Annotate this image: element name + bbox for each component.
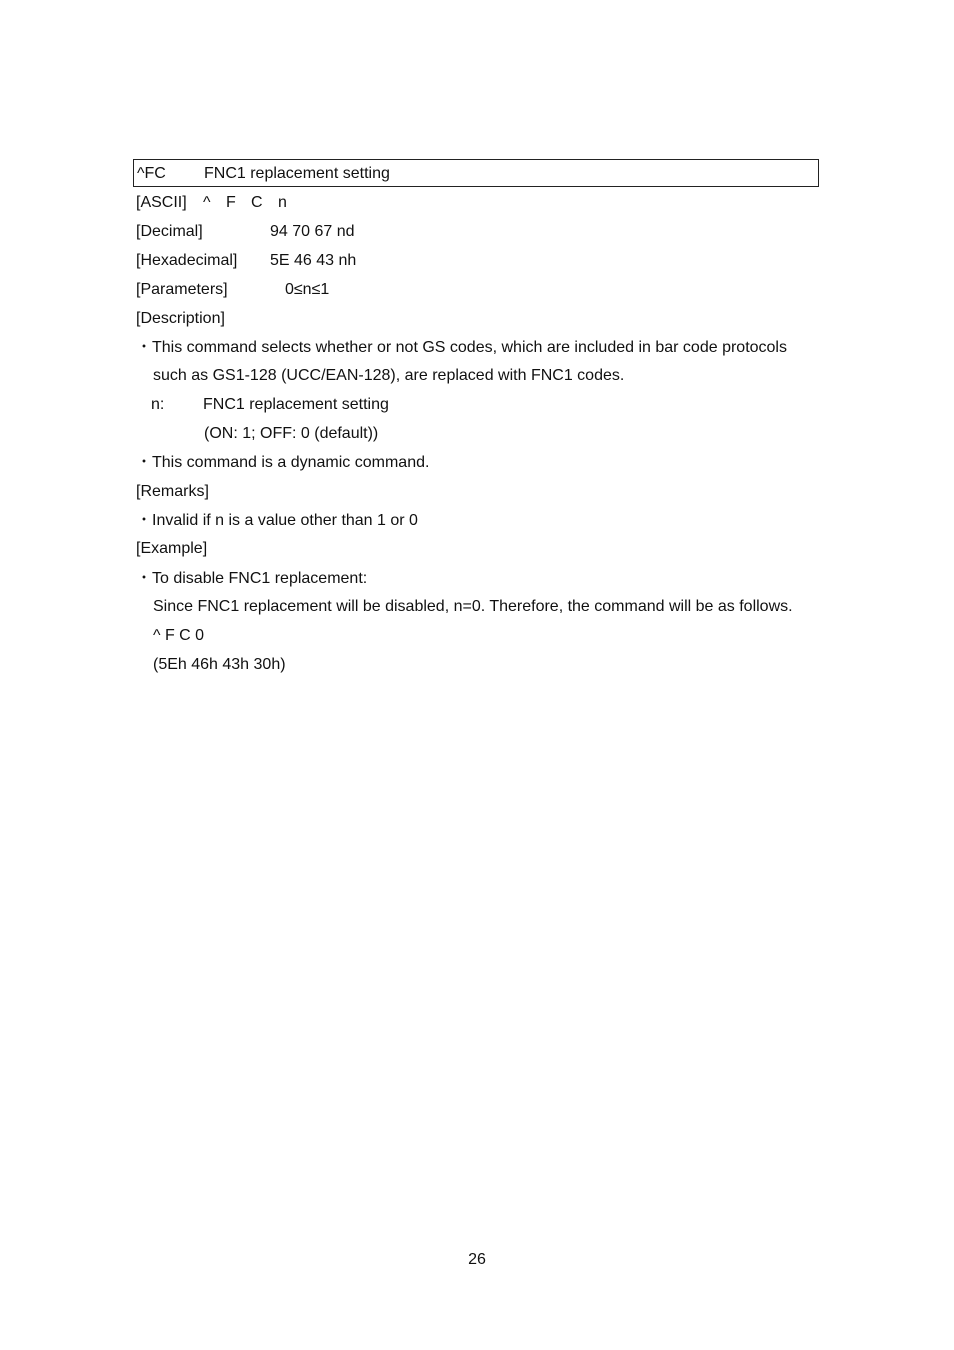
remarks-bullet-1: ・Invalid if n is a value other than 1 or 0 [136, 512, 418, 529]
command-title: FNC1 replacement setting [204, 165, 390, 182]
description-heading: [Description] [136, 310, 225, 327]
example-line-2: Since FNC1 replacement will be disabled, n=0. Therefore, the command will be as follows. [153, 598, 793, 615]
example-command: ^ F C 0 [153, 627, 205, 644]
ascii-value-2: F [226, 194, 236, 211]
hexadecimal-value: 5E 46 43 nh [270, 252, 357, 269]
command-code: ^FC [137, 165, 166, 182]
parameters-label: [Parameters] [136, 281, 228, 298]
param-description: FNC1 replacement setting [203, 396, 389, 413]
param-name: n: [151, 396, 165, 413]
page-number: 26 [468, 1251, 486, 1268]
ascii-label: [ASCII] [136, 194, 187, 211]
ascii-value-4: n [278, 194, 287, 211]
example-bullet-1: ・To disable FNC1 replacement: [136, 570, 368, 587]
parameters-value: 0≤n≤1 [285, 281, 330, 298]
hexadecimal-label: [Hexadecimal] [136, 252, 238, 269]
decimal-label: [Decimal] [136, 223, 203, 240]
command-header-box [133, 159, 819, 187]
example-heading: [Example] [136, 540, 208, 557]
description-bullet-1-line-2: such as GS1-128 (UCC/EAN-128), are replaced with FNC1 codes. [153, 367, 625, 384]
example-hex: (5Eh 46h 43h 30h) [153, 656, 286, 673]
decimal-value: 94 70 67 nd [270, 223, 355, 240]
param-values: (ON: 1; OFF: 0 (default)) [204, 425, 379, 442]
remarks-heading: [Remarks] [136, 483, 209, 500]
ascii-value-1: ^ [203, 194, 211, 211]
description-bullet-1-line-1: ・This command selects whether or not GS codes, which are included in bar code protocols [136, 339, 787, 356]
description-bullet-2: ・This command is a dynamic command. [136, 454, 430, 471]
ascii-value-3: C [251, 194, 263, 211]
